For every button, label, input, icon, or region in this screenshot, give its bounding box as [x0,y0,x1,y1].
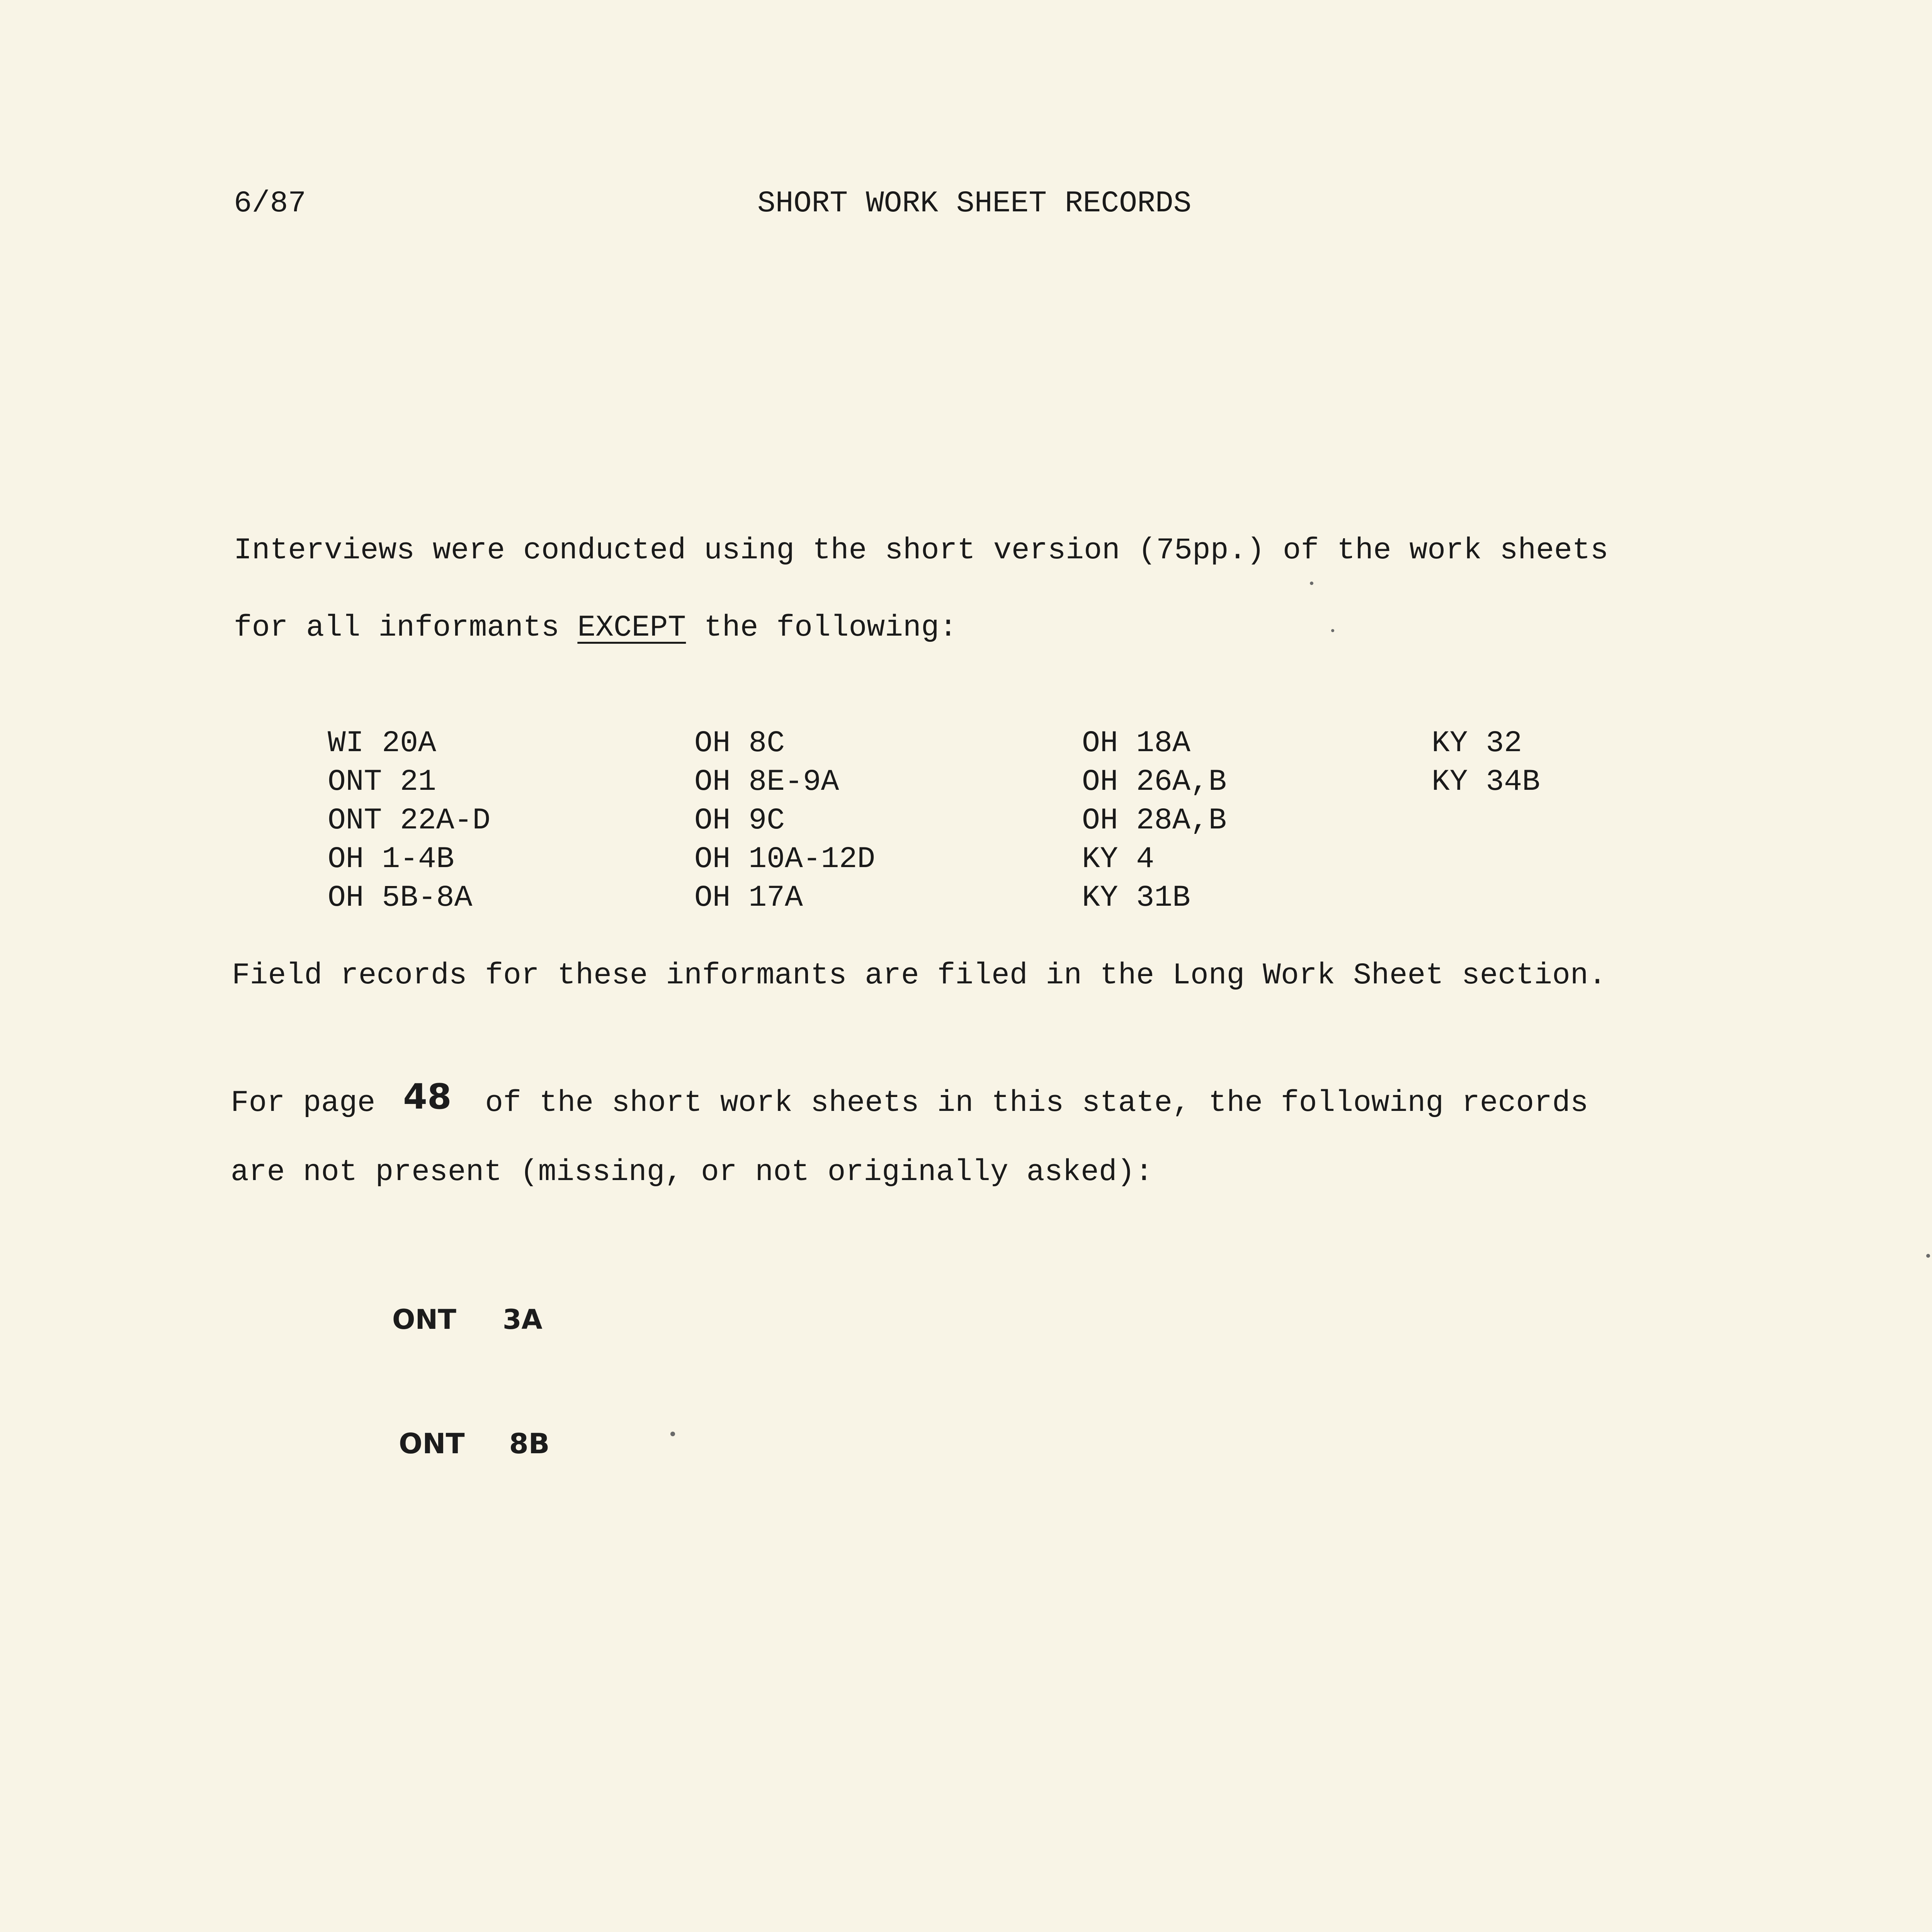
exception-entry: OH 9C [694,804,785,838]
exception-entry: ONT 21 [328,765,436,799]
exception-entry: OH 18A [1082,726,1190,760]
exception-entry: KY 4 [1082,842,1155,876]
exceptions-column [328,728,490,922]
missing-para-end: of the short work sheets in this state, the following records [467,1086,1588,1120]
paper-speck [670,1432,675,1436]
exceptions-column [1432,728,1540,806]
intro-line-2-end: the following: [686,611,957,645]
intro-line-2 [234,613,957,643]
exception-entry: OH 1-4B [328,842,454,876]
missing-record [399,1427,550,1460]
exception-entry: OH 17A [694,881,803,915]
exception-entry: OH 5B-8A [328,881,473,915]
missing-record-id: 3A [502,1304,543,1335]
paper-speck [1331,629,1334,632]
exceptions-column [1082,728,1226,922]
exception-entry: KY 32 [1432,726,1522,760]
paper-speck [1926,1254,1930,1258]
filing-note: Field records for these informants are filed in the Long Work Sheet section. [232,959,1607,993]
exceptions-column [694,728,875,922]
exception-entry: OH 8E-9A [694,765,839,799]
missing-para-line-1 [231,1077,1588,1120]
exception-entry: OH 26A,B [1082,765,1227,799]
paper-speck [1310,582,1313,585]
missing-record [392,1306,543,1333]
exception-entry: ONT 22A-D [328,804,491,838]
header-date: 6/87 [234,187,306,221]
page-title: SHORT WORK SHEET RECORDS [757,187,1192,221]
handwritten-page-number: 48 [403,1077,452,1117]
exception-entry: KY 31B [1082,881,1190,915]
exception-entry: KY 34B [1432,765,1540,799]
intro-line-2-start: for all informants [234,611,578,645]
missing-record-state: ONT [392,1304,456,1335]
exception-entry: OH 8C [694,726,785,760]
except-emphasis: EXCEPT [577,611,686,645]
intro-line-1: Interviews were conducted using the short version (75pp.) of the work sheets [234,534,1609,568]
missing-record-id: 8B [509,1427,550,1460]
exception-entry: OH 28A,B [1082,804,1227,838]
exception-entry: OH 10A-12D [694,842,876,876]
missing-para-line-2: are not present (missing, or not originally asked): [231,1155,1153,1189]
exception-entry: WI 20A [328,726,436,760]
missing-para-start: For page [231,1086,394,1120]
missing-record-state: ONT [399,1427,465,1460]
